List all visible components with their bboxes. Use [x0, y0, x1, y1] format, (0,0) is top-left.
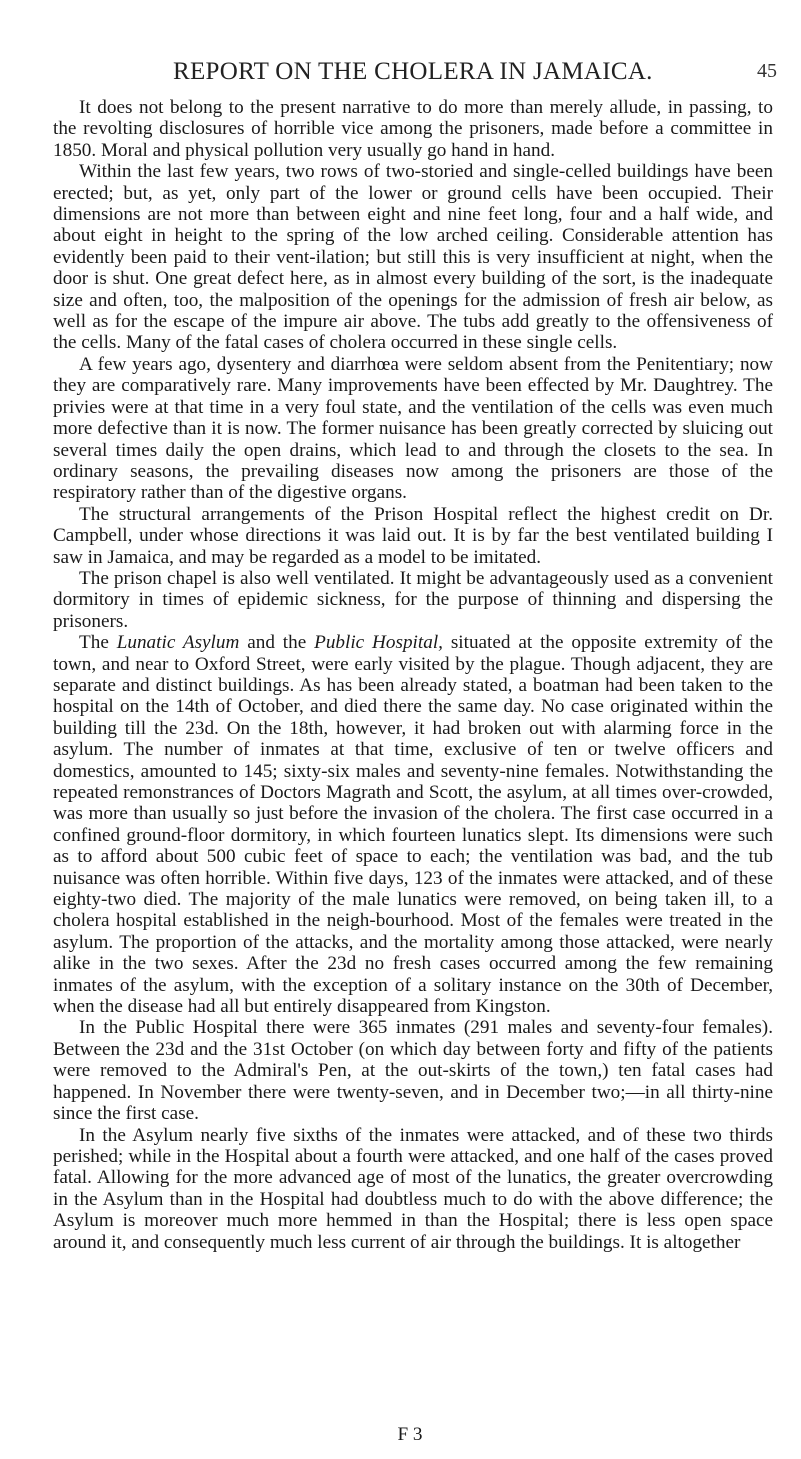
signature-mark: [53, 1424, 773, 1445]
paragraph-public-hospital: In the Public Hospital there were 365 inmates (291 males and seventy-four females). Between the 23d and the 31st October (on which day between forty and fifty of the patients were removed to the Admiral's Pen, at the out-skirts of the town,) ten fatal cases had happened. In November there were twenty-seven, and in December two;—in all thirty-nine since the first case.: [53, 1017, 773, 1125]
running-head: [53, 58, 777, 90]
paragraph-cell-buildings: Within the last few years, two rows of two-storied and single-celled buildings have been erected; but, as yet, only part of the lower or ground cells have been occupied. Their dimensions are not more than between eight and nine feet long, four and a half wide, and about eight in height to the spring of the low arched ceiling. Considerable attention has evidently been paid to their vent-ilation; but still this is very insufficient at night, when the door is shut. One great defect here, as in almost every building of the sort, is the inadequate size and often, too, the malposition of the openings for the admission of fresh air below, as well as for the escape of the impure air above. The tubs add greatly to the offensiveness of the cells. Many of the fatal cases of cholera occurred in these single cells.: [53, 161, 773, 354]
paragraph-prison-chapel: The prison chapel is also well ventilated. It might be advantageously used as a convenient dormitory in times of epidemic sickness, for the purpose of thinning and dispersing the prisoners.: [53, 567, 773, 632]
paragraph-comparison: In the Asylum nearly five sixths of the inmates were attacked, and of these two thirds perished; while in the Hospital about a fourth were attacked, and one half of the cases proved fatal. Allowing for the more advanced age of most of the lunatics, the greater overcrowding in the Asylum than in the Hospital had doubtless much to do with the above difference; the Asylum is moreover much more hemmed in than the Hospital; there is less open space around it, and consequently much less current of air through the buildings. It is altogether: [53, 1124, 773, 1253]
paragraph-dysentery: A few years ago, dysentery and diarrhœa were seldom absent from the Penitentiary; now they are comparatively rare. Many improvements have been effected by Mr. Daughtrey. The privies were at that time in a very foul state, and the ventilation of the cells was even much more defective than it is now. The former nuisance has been greatly corrected by sluicing out several times daily the open drains, which lead to and through the closets to the sea. In ordinary seasons, the prevailing diseases now among the prisoners are those of the respiratory rather than of the digestive organs.: [53, 353, 773, 504]
asylum-name: Lunatic Asylum: [116, 632, 240, 654]
book-page: [53, 0, 777, 1459]
paragraph-lunatic-asylum: The Lunatic Asylum and the Public Hospital, situated at the opposite extremity of the town, and near to Oxford Street, were early visited by the plague. Though adjacent, they are separate and distinct buildings. As has been already stated, a boatman had been taken to the hospital on the 14th of October, and died there the same day. No case originated within the building till the 23d. On the 18th, however, it had broken out with alarming force in the asylum. The number of inmates at that time, exclusive of ten or twelve officers and domestics, amounted to 145; sixty-six males and seventy-nine females. Notwithstanding the repeated remonstrances of Doctors Magrath and Scott, the asylum, at all times over-crowded, was more than usually so just before the invasion of the cholera. The first case occurred in a confined ground-floor dormitory, in which fourteen lunatics slept. Its dimensions were such as to afford about 500 cubic feet of space to each; the ventilation was bad, and the tub nuisance was often horrible. Within five days, 123 of the inmates were attacked, and of these eighty-two died. The majority of the male lunatics were removed, on being taken ill, to a cholera hospital established in the neigh-bourhood. Most of the females were treated in the asylum. The proportion of the attacks, and the mortality among those attacked, were nearly alike in the two sexes. After the 23d no fresh cases occurred among the few remaining inmates of the asylum, with the exception of a solitary instance on the 30th of December, when the disease had all but entirely disappeared from Kingston.: [53, 632, 773, 1018]
hospital-name: Public Hospital,: [314, 632, 443, 654]
body-text: [53, 97, 773, 1253]
paragraph-prison-hospital: The structural arrangements of the Prison Hospital reflect the highest credit on Dr. Campbell, under whose directions it was laid out. It is by far the best ventilated building I saw in Jamaica, and may be regarded as a model to be imitated.: [53, 503, 773, 568]
running-title: REPORT ON THE CHOLERA IN JAMAICA.: [173, 58, 653, 85]
paragraph-vice-disclosures: It does not belong to the present narrative to do more than merely allude, in passing, to the revolting disclosures of horrible vice among the prisoners, made before a committee in 1850. Moral and physical pollution very usually go hand in hand.: [53, 97, 773, 161]
signature-label: F 3: [397, 1424, 423, 1445]
page-number: 45: [757, 60, 777, 82]
